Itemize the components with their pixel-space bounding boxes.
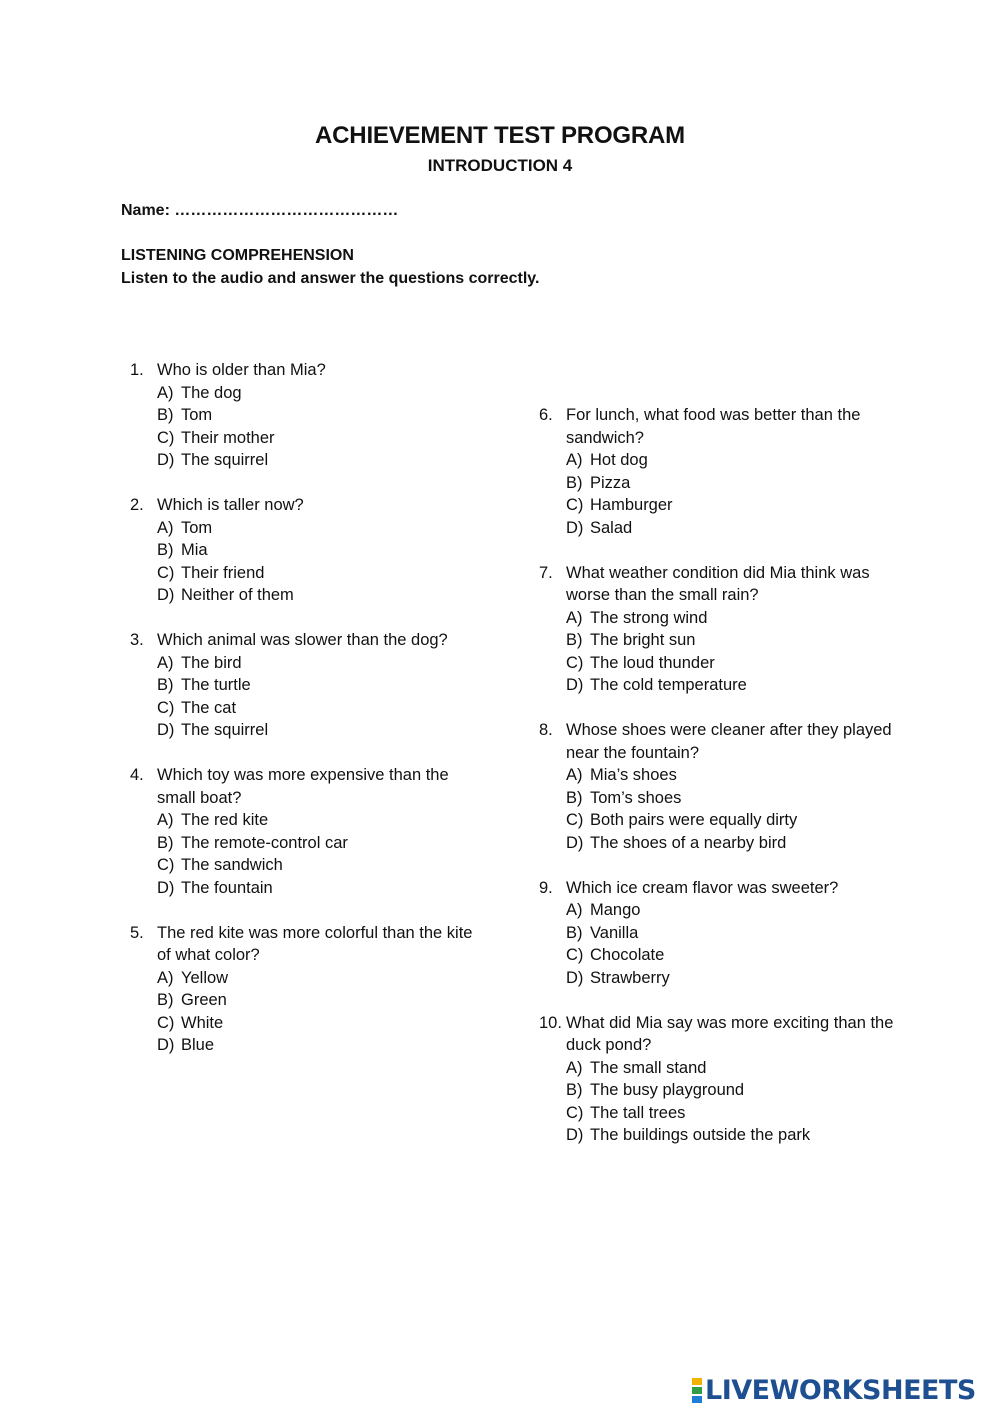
question-4 [130, 764, 490, 899]
answer-option[interactable] [539, 517, 899, 540]
answer-option[interactable] [130, 967, 490, 990]
option-letter: A) [157, 653, 174, 672]
answer-option[interactable] [130, 877, 490, 900]
question-number: 10. [539, 1013, 562, 1032]
question-stem [539, 562, 899, 607]
option-text: Blue [181, 1036, 215, 1054]
section-instruction: Listen to the audio and answer the questions correctly. [121, 270, 540, 287]
option-text: The turtle [181, 676, 251, 694]
question-stem [539, 1012, 899, 1057]
option-text: The fountain [181, 878, 273, 897]
option-text: Neither of them [181, 586, 294, 604]
answer-option[interactable] [130, 449, 490, 472]
option-letter: D) [566, 676, 584, 694]
question-text: What weather condition did Mia think was worse than the small rain? [566, 563, 870, 604]
question-10 [539, 1012, 899, 1147]
option-letter: C) [566, 653, 584, 672]
option-letter: B) [157, 833, 174, 852]
option-text: Both pairs were equally dirty [590, 811, 798, 829]
answer-option[interactable] [539, 1102, 899, 1125]
question-stem [130, 494, 490, 517]
option-letter: D) [566, 518, 584, 537]
option-letter: A) [566, 1058, 583, 1077]
answer-option[interactable] [539, 944, 899, 967]
option-letter: D) [157, 451, 175, 469]
answer-option[interactable] [539, 494, 899, 517]
question-text: The red kite was more colorful than the kite of what color? [157, 923, 473, 964]
logo-mark-icon [692, 1377, 702, 1404]
answer-option[interactable] [130, 1034, 490, 1057]
answer-option[interactable] [539, 1124, 899, 1147]
page-subtitle: INTRODUCTION 4 [427, 156, 573, 175]
option-text: Tom [181, 406, 213, 424]
answer-option[interactable] [130, 562, 490, 585]
option-letter: C) [566, 496, 584, 514]
option-letter: B) [566, 923, 583, 942]
question-stem [130, 629, 490, 652]
question-stem [539, 404, 899, 449]
option-text: Chocolate [590, 946, 665, 964]
question-number: 1. [130, 361, 144, 379]
question-stem [130, 764, 490, 809]
option-letter: A) [157, 968, 174, 987]
question-3 [130, 629, 490, 742]
option-text: The bird [181, 653, 242, 672]
questions-left-column [130, 359, 490, 1079]
option-text: Their mother [181, 428, 275, 447]
option-text: Green [181, 991, 227, 1009]
option-letter: B) [157, 676, 174, 694]
liveworksheets-logo [692, 1375, 976, 1406]
answer-option[interactable] [130, 584, 490, 607]
option-letter: D) [157, 1036, 175, 1054]
answer-option[interactable] [130, 719, 490, 742]
answer-option[interactable] [130, 697, 490, 720]
option-letter: A) [157, 811, 174, 829]
option-text: The small stand [590, 1058, 707, 1077]
logo-mark-bar [692, 1378, 702, 1385]
answer-option[interactable] [130, 674, 490, 697]
option-letter: A) [157, 518, 174, 537]
answer-option[interactable] [130, 832, 490, 855]
question-number: 6. [539, 406, 553, 424]
question-number: 4. [130, 766, 144, 784]
answer-option[interactable] [130, 517, 490, 540]
answer-option[interactable] [130, 382, 490, 405]
option-letter: A) [566, 608, 583, 627]
answer-option[interactable] [539, 674, 899, 697]
option-letter: C) [157, 698, 175, 717]
answer-option[interactable] [130, 809, 490, 832]
question-number: 9. [539, 878, 553, 897]
questions-right-column [539, 404, 899, 1169]
question-text: Whose shoes were cleaner after they played near the fountain? [566, 721, 892, 762]
answer-option[interactable] [539, 629, 899, 652]
option-text: White [181, 1013, 224, 1032]
option-letter: B) [157, 541, 174, 559]
option-text: Vanilla [590, 923, 639, 942]
option-letter: C) [566, 1103, 584, 1122]
question-8 [539, 719, 899, 854]
option-text: Tom’s shoes [590, 788, 682, 807]
option-text: The strong wind [590, 608, 708, 627]
question-text: Which is taller now? [157, 496, 304, 514]
answer-option[interactable] [539, 1057, 899, 1080]
answer-option[interactable] [539, 472, 899, 495]
logo-text: LIVEWORKSHEETS [705, 1375, 976, 1406]
question-stem [130, 359, 490, 382]
question-stem [539, 719, 899, 764]
section-title: LISTENING COMPREHENSION [121, 247, 354, 264]
answer-option[interactable] [539, 607, 899, 630]
option-letter: A) [566, 901, 583, 919]
option-text: Mango [590, 901, 641, 919]
logo-mark-bar [692, 1387, 702, 1394]
option-text: The sandwich [181, 856, 283, 874]
option-letter: C) [157, 856, 175, 874]
answer-option[interactable] [539, 652, 899, 675]
option-letter: C) [566, 811, 584, 829]
option-letter: C) [157, 1013, 175, 1032]
option-text: The cold temperature [590, 676, 747, 694]
option-text: Strawberry [590, 968, 670, 987]
option-letter: B) [566, 473, 583, 492]
question-number: 3. [130, 631, 144, 649]
option-text: Salad [590, 518, 633, 537]
option-text: The red kite [181, 811, 269, 829]
question-text: What did Mia say was more exciting than the duck pond? [566, 1013, 894, 1054]
question-number: 2. [130, 496, 144, 514]
question-text: Who is older than Mia? [157, 361, 326, 379]
option-letter: D) [157, 586, 175, 604]
option-text: Mia’s shoes [590, 766, 677, 784]
option-letter: B) [566, 788, 583, 807]
option-text: The shoes of a nearby bird [590, 833, 787, 852]
option-letter: D) [157, 721, 175, 739]
answer-option[interactable] [539, 922, 899, 945]
option-text: The tall trees [590, 1103, 686, 1122]
answer-option[interactable] [130, 404, 490, 427]
logo-mark-bar [692, 1396, 702, 1403]
answer-option[interactable] [539, 832, 899, 855]
question-stem [539, 877, 899, 900]
question-text: Which toy was more expensive than the small boat? [157, 766, 449, 807]
question-number: 5. [130, 923, 144, 942]
option-text: Hamburger [590, 496, 673, 514]
answer-option[interactable] [130, 539, 490, 562]
option-text: Tom [181, 518, 213, 537]
answer-option[interactable] [130, 652, 490, 675]
question-2 [130, 494, 490, 607]
option-text: Mia [181, 541, 208, 559]
option-text: Their friend [181, 563, 265, 582]
option-letter: D) [157, 878, 175, 897]
option-text: Yellow [181, 968, 229, 987]
option-text: The dog [181, 383, 242, 402]
answer-option[interactable] [130, 989, 490, 1012]
option-text: The squirrel [181, 451, 269, 469]
option-letter: C) [566, 946, 584, 964]
answer-option[interactable] [130, 854, 490, 877]
option-letter: D) [566, 833, 584, 852]
option-text: Pizza [590, 473, 631, 492]
question-7 [539, 562, 899, 697]
answer-option[interactable] [539, 899, 899, 922]
question-5 [130, 922, 490, 1057]
option-text: The buildings outside the park [590, 1126, 811, 1144]
option-text: The squirrel [181, 721, 269, 739]
question-text: Which ice cream flavor was sweeter? [566, 878, 839, 897]
answer-option[interactable] [130, 1012, 490, 1035]
option-text: The loud thunder [590, 653, 715, 672]
option-text: The remote-control car [181, 833, 348, 852]
answer-option[interactable] [130, 427, 490, 450]
option-letter: B) [157, 406, 174, 424]
question-number: 8. [539, 721, 553, 739]
question-6 [539, 404, 899, 539]
option-letter: D) [566, 968, 584, 987]
option-letter: C) [157, 563, 175, 582]
option-letter: A) [157, 383, 174, 402]
question-text: For lunch, what food was better than the sandwich? [566, 406, 861, 447]
answer-option[interactable] [539, 1079, 899, 1102]
option-letter: D) [566, 1126, 584, 1144]
name-field-line: Name: …………………………………… [121, 202, 399, 219]
option-text: The busy playground [590, 1081, 745, 1099]
page-title: ACHIEVEMENT TEST PROGRAM [315, 122, 685, 149]
answer-option[interactable] [539, 787, 899, 810]
answer-option[interactable] [539, 967, 899, 990]
answer-option[interactable] [539, 449, 899, 472]
question-number: 7. [539, 563, 553, 582]
answer-option[interactable] [539, 764, 899, 787]
option-letter: B) [566, 631, 583, 649]
option-text: Hot dog [590, 451, 648, 469]
option-letter: B) [157, 991, 174, 1009]
option-letter: C) [157, 428, 175, 447]
option-letter: B) [566, 1081, 583, 1099]
question-stem [130, 922, 490, 967]
option-text: The cat [181, 698, 237, 717]
question-9 [539, 877, 899, 990]
option-letter: A) [566, 766, 583, 784]
option-text: The bright sun [590, 631, 696, 649]
question-1 [130, 359, 490, 472]
question-text: Which animal was slower than the dog? [157, 631, 448, 649]
answer-option[interactable] [539, 809, 899, 832]
option-letter: A) [566, 451, 583, 469]
